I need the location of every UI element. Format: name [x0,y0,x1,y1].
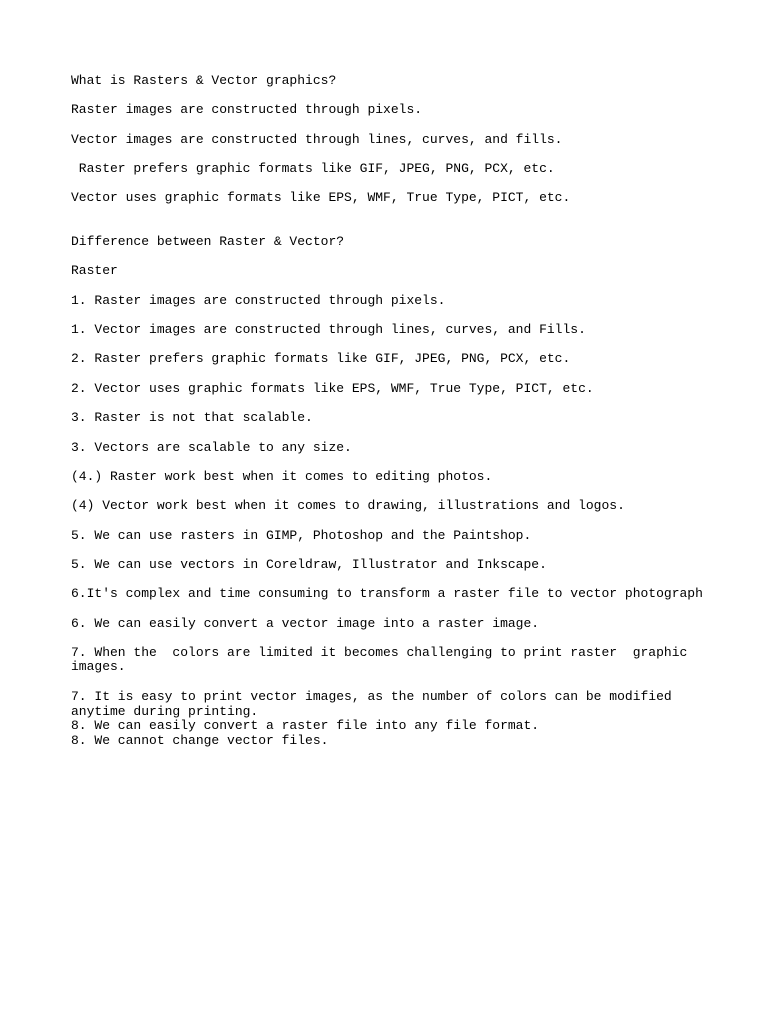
document-line: 2. Raster prefers graphic formats like GIF, JPEG, PNG, PCX, etc. [71,351,571,366]
document-line: Raster [71,263,118,278]
document-line: 1. Raster images are constructed through pixels. [71,293,446,308]
document-line: 8. We can easily convert a raster file into any file format. [71,718,540,733]
document-line: Vector uses graphic formats like EPS, WMF, True Type, PICT, etc. [71,190,571,205]
document-line: 3. Vectors are scalable to any size. [71,440,352,455]
document-line: (4) Vector work best when it comes to drawing, illustrations and logos. [71,498,625,513]
document-line: 6. We can easily convert a vector image into a raster image. [71,616,540,631]
document-line: Raster prefers graphic formats like GIF, JPEG, PNG, PCX, etc. [71,161,555,176]
document-line: images. [71,659,126,674]
document-line: Raster images are constructed through pixels. [71,102,423,117]
document-line: Vector images are constructed through lines, curves, and fills. [71,132,563,147]
document-line: What is Rasters & Vector graphics? [71,73,337,88]
document-line: 1. Vector images are constructed through lines, curves, and Fills. [71,322,586,337]
document-line: 6.It's complex and time consuming to transform a raster file to vector photograph [71,586,703,601]
document-line: 5. We can use vectors in Coreldraw, Illustrator and Inkscape. [71,557,547,572]
document-line: 3. Raster is not that scalable. [71,410,313,425]
document-line: 5. We can use rasters in GIMP, Photoshop and the Paintshop. [71,528,532,543]
document-line: 7. When the colors are limited it becomes challenging to print raster graphic [71,645,688,660]
document-line: 2. Vector uses graphic formats like EPS, WMF, True Type, PICT, etc. [71,381,594,396]
document-line: Difference between Raster & Vector? [71,234,345,249]
document-line: 8. We cannot change vector files. [71,733,329,748]
document-line: (4.) Raster work best when it comes to editing photos. [71,469,493,484]
document-line: anytime during printing. [71,704,259,719]
document-line: 7. It is easy to print vector images, as the number of colors can be modified [71,689,672,704]
